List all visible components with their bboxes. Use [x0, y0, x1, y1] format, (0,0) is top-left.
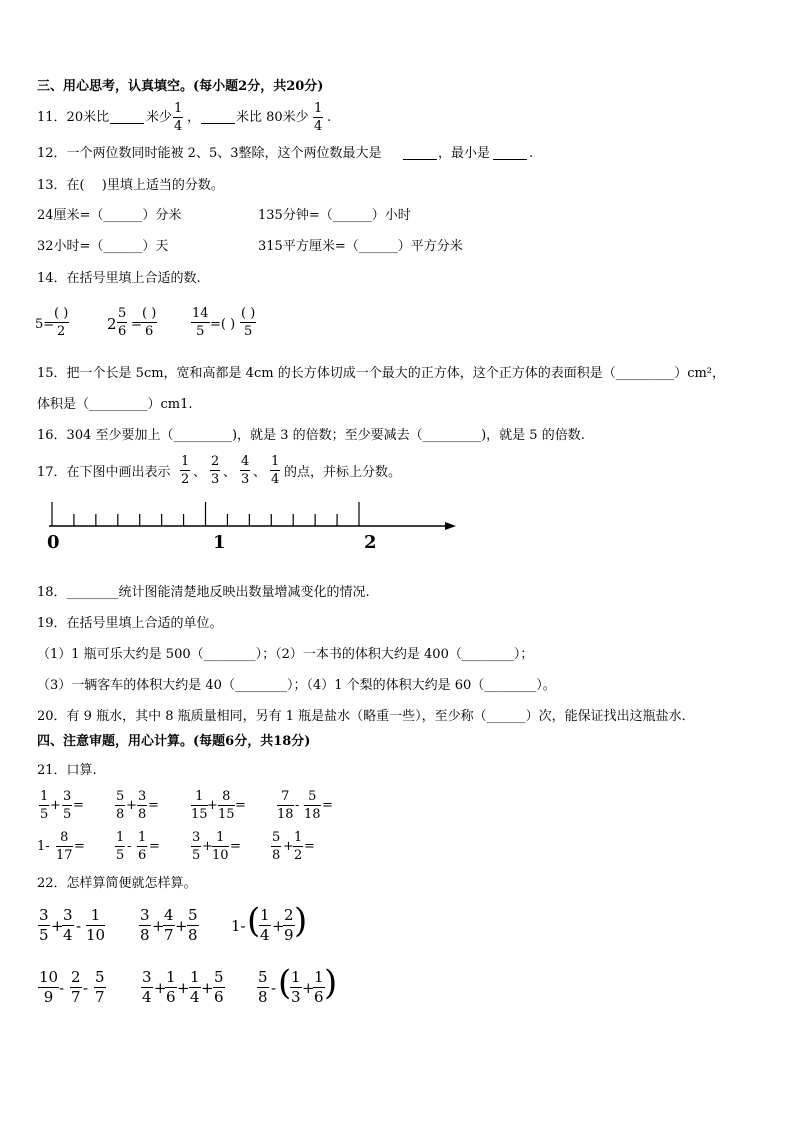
answer-blank[interactable] — [201, 123, 235, 124]
fraction: 14 5 — [192, 306, 209, 339]
fraction: 2 3 — [211, 454, 220, 487]
answer-blank[interactable]: = — [73, 798, 84, 813]
fraction: 1 4 — [174, 101, 183, 134]
axis-label-0: 0 — [47, 532, 60, 553]
fraction: 1 2 — [181, 454, 190, 487]
answer-blank[interactable]: 315平方厘米=（______）平方分米 — [258, 239, 463, 254]
answer-blank[interactable]: = — [235, 798, 246, 813]
fraction: 5 6 — [118, 306, 127, 339]
section-4-heading: 四、注意审题，用心计算。(每题6分，共18分) — [37, 734, 311, 749]
section-3-heading: 三、用心思考，认真填空。(每小题2分，共20分) — [37, 79, 324, 94]
answer-blank[interactable]: = — [322, 798, 333, 813]
fraction-blank[interactable]: ( ) 6 — [142, 306, 157, 339]
question-20: 20．有 9 瓶水，其中 8 瓶质量相同，另有 1 瓶是盐水（略重一些），至少称（______）次，能保证找出这瓶盐水． — [37, 709, 695, 724]
question-16: 16．304 至少要加上（_________)，就是 3 的倍数；至少要减去（_________)，就是 5 的倍数. — [37, 428, 585, 443]
axis-label-1: 1 — [213, 532, 226, 553]
fraction: 1 4 — [314, 101, 323, 134]
answer-blank[interactable]: =( ) — [210, 317, 236, 332]
fraction-blank[interactable]: ( ) 2 — [54, 306, 69, 339]
fraction: 4 3 — [241, 454, 250, 487]
answer-blank[interactable]: = — [148, 798, 159, 813]
answer-blank[interactable]: = — [74, 839, 85, 854]
fraction: 1 4 — [271, 454, 280, 487]
answer-blank[interactable]: = — [304, 839, 315, 854]
number-line[interactable] — [40, 500, 460, 532]
answer-blank[interactable]: 32小时=（______）天 — [37, 239, 169, 254]
answer-blank[interactable] — [403, 159, 437, 160]
answer-blank[interactable]: 135分钟=（______）小时 — [258, 208, 411, 223]
answer-blank[interactable] — [110, 123, 144, 124]
answer-blank[interactable] — [493, 159, 527, 160]
axis-label-2: 2 — [364, 532, 377, 553]
answer-blank[interactable]: 24厘米=（______）分米 — [37, 208, 182, 223]
answer-blank[interactable]: = — [230, 839, 241, 854]
answer-blank[interactable]: = — [149, 839, 160, 854]
fraction-blank[interactable]: ( ) 5 — [241, 306, 256, 339]
question-18: 18．________统计图能清楚地反映出数量增减变化的情况. — [37, 585, 370, 600]
